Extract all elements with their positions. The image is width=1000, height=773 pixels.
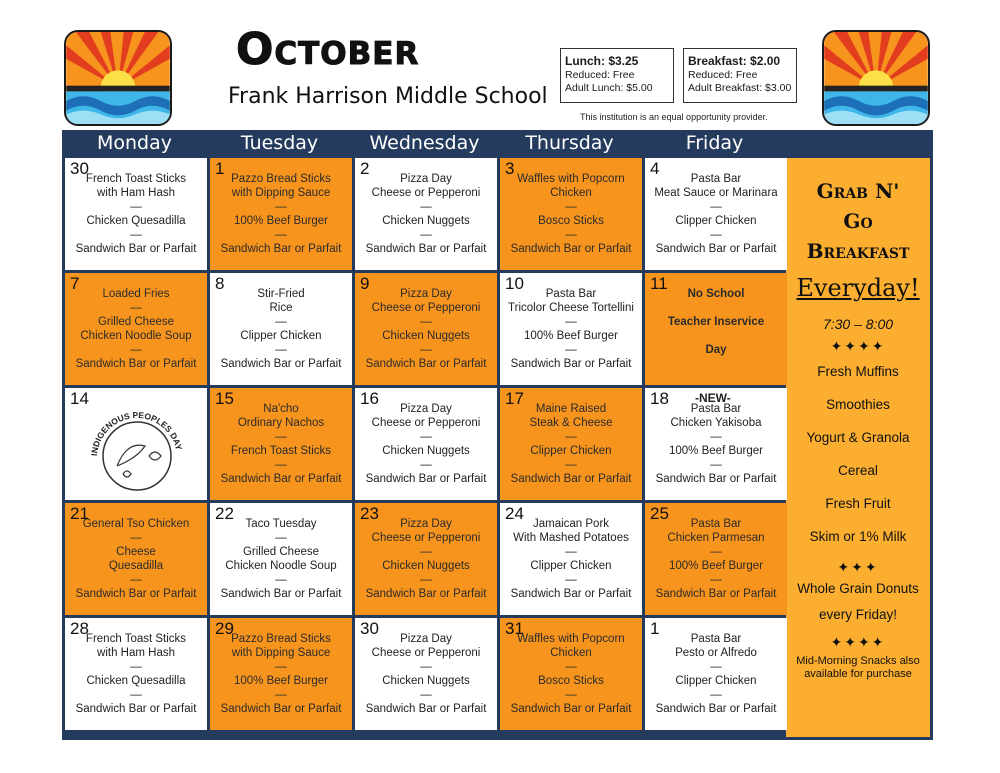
menu-line: with Ham Hash: [97, 647, 175, 659]
calendar-day-cell: [500, 388, 642, 500]
menu-line: Sandwich Bar or Parfait: [365, 243, 487, 255]
menu-line: —: [565, 229, 577, 241]
menu-line: Clipper Chicken: [675, 215, 757, 227]
sidebar-item: Smoothies: [826, 397, 890, 412]
menu-line: with Dipping Sauce: [231, 187, 331, 199]
day-number: 30: [70, 159, 89, 178]
calendar-day-cell: [355, 503, 497, 615]
calendar-day-cell: [65, 503, 207, 615]
calendar-day-cell: [210, 503, 352, 615]
menu-line: Pesto or Alfredo: [675, 647, 757, 659]
calendar-day-cell: [645, 388, 787, 500]
calendar-day-cell: [355, 158, 497, 270]
menu-line: Maine Raised: [535, 403, 607, 415]
menu-line: [645, 357, 787, 371]
menu-line: Sandwich Bar or Parfait: [510, 358, 632, 370]
menu-line: —: [710, 574, 722, 586]
calendar-day-cell: [645, 273, 787, 385]
menu-line: Pizza Day: [400, 403, 452, 415]
menu-line: —: [275, 201, 287, 213]
menu-line: —: [275, 689, 287, 701]
flower-turtle-icon: [117, 445, 161, 477]
day-number: 29: [215, 619, 234, 638]
menu-line: Cheese: [116, 546, 156, 558]
menu-line: —: [130, 229, 142, 241]
breakfast-reduced: Reduced: Free: [688, 69, 758, 81]
menu-line: —: [130, 574, 142, 586]
day-number: 15: [215, 389, 234, 408]
menu-line: Sandwich Bar or Parfait: [75, 588, 197, 600]
menu-line: Chicken Nuggets: [382, 445, 470, 457]
calendar-day-cell: [500, 618, 642, 730]
menu-line: —: [275, 661, 287, 673]
menu-line: [645, 301, 787, 315]
day-number: 3: [505, 159, 515, 178]
menu-line: —: [420, 689, 432, 701]
menu-line: Sandwich Bar or Parfait: [655, 703, 777, 715]
menu-line: Sandwich Bar or Parfait: [510, 473, 632, 485]
menu-line: Pasta Bar: [690, 518, 742, 530]
breakfast-price: Breakfast: $2.00: [688, 54, 781, 68]
menu-line: —: [420, 344, 432, 356]
menu-line: —: [275, 344, 287, 356]
day-number: 1: [650, 619, 660, 638]
calendar-day-cell: [65, 388, 207, 500]
school-logo-right: [822, 30, 930, 126]
menu-line: Sandwich Bar or Parfait: [365, 473, 487, 485]
menu-line: Chicken Nuggets: [382, 675, 470, 687]
menu-line: —: [275, 574, 287, 586]
menu-calendar: [62, 130, 933, 740]
grab-line-1: Grab N': [816, 179, 900, 203]
menu-line: Cheese or Pepperoni: [371, 532, 481, 544]
day-number: 4: [650, 159, 660, 178]
menu-line: Sandwich Bar or Parfait: [510, 703, 632, 715]
menu-line: Sandwich Bar or Parfait: [365, 358, 487, 370]
equal-opportunity-note: This institution is an equal opportunity provider.: [580, 112, 768, 122]
menu-line: 100% Beef Burger: [234, 215, 328, 227]
menu-line: Chicken Quesadilla: [86, 675, 186, 687]
menu-line: —: [420, 546, 432, 558]
menu-line: Pizza Day: [400, 633, 452, 645]
sidebar-item: Yogurt & Granola: [806, 430, 910, 445]
menu-line: Chicken Noodle Soup: [80, 330, 192, 342]
menu-line: With Mashed Potatoes: [513, 532, 629, 544]
menu-line: with Ham Hash: [97, 187, 175, 199]
menu-line: Cheese or Pepperoni: [371, 417, 481, 429]
menu-line: Waffles with Popcorn: [517, 633, 625, 645]
everyday-label: Everyday!: [796, 274, 920, 302]
menu-line: Stir-Fried: [257, 288, 305, 300]
menu-line: Chicken Nuggets: [382, 560, 470, 572]
calendar-day-cell: [500, 273, 642, 385]
calendar-day-cell: [65, 158, 207, 270]
sidebar-item: Fresh Fruit: [825, 496, 891, 511]
menu-line: —: [710, 546, 722, 558]
menu-line: Clipper Chicken: [530, 560, 612, 572]
day-number: 2: [360, 159, 370, 178]
menu-line: —: [130, 689, 142, 701]
menu-line: Pizza Day: [400, 518, 452, 530]
menu-line: Sandwich Bar or Parfait: [75, 358, 197, 370]
menu-line: Pazzo Bread Sticks: [231, 633, 331, 645]
menu-line: Sandwich Bar or Parfait: [655, 473, 777, 485]
menu-line: —: [565, 201, 577, 213]
new-badge: -NEW-: [695, 391, 731, 405]
menu-line: —: [130, 532, 142, 544]
menu-line: Ordinary Nachos: [237, 417, 325, 429]
calendar-day-cell: [65, 618, 207, 730]
sidebar-item: Fresh Muffins: [817, 364, 899, 379]
menu-line: Grilled Cheese: [242, 546, 320, 558]
sunrise-wave-icon: [824, 32, 928, 124]
menu-line: Chicken: [550, 187, 592, 199]
star-divider-icon: ✦✦✦: [837, 559, 879, 575]
menu-line: Pizza Day: [400, 288, 452, 300]
emblem-text: INDIGENOUS PEOPLES DAY: [89, 409, 185, 457]
star-divider-icon: ✦✦✦✦: [830, 634, 886, 650]
menu-line: —: [710, 431, 722, 443]
day-number: 11: [650, 274, 668, 293]
menu-line: Rice: [269, 302, 293, 314]
menu-line: Chicken: [550, 647, 592, 659]
day-number: 30: [360, 619, 379, 638]
calendar-day-cell: [210, 388, 352, 500]
star-divider-icon: ✦✦✦✦: [830, 338, 886, 354]
menu-line: Cheese or Pepperoni: [371, 302, 481, 314]
day-number: 22: [215, 504, 234, 523]
sunrise-wave-icon: [66, 32, 170, 124]
menu-line: General Tso Chicken: [82, 518, 190, 530]
day-header-monday: Monday: [96, 132, 172, 154]
snacks-note: Mid-Morning Snacks also available for purchase: [796, 655, 920, 680]
menu-line: Pazzo Bread Sticks: [231, 173, 331, 185]
day-number: 17: [505, 389, 524, 408]
menu-line: —: [420, 229, 432, 241]
menu-line: Taco Tuesday: [245, 518, 317, 530]
menu-line: Cheese or Pepperoni: [371, 647, 481, 659]
grab-line-2: Go: [843, 209, 873, 233]
calendar-day-cell: [210, 158, 352, 270]
donuts-friday: every Friday!: [818, 607, 898, 622]
menu-line: 100% Beef Burger: [669, 560, 763, 572]
menu-line: Grilled Cheese: [97, 316, 175, 328]
menu-line: Day: [705, 344, 727, 356]
menu-line: Chicken Quesadilla: [86, 215, 186, 227]
menu-line: Chicken Nuggets: [382, 215, 470, 227]
menu-line: —: [275, 459, 287, 471]
day-number: 23: [360, 504, 379, 523]
menu-line: —: [710, 201, 722, 213]
menu-line: French Toast Sticks: [85, 633, 187, 645]
calendar-day-cell: [355, 388, 497, 500]
sidebar-item: Skim or 1% Milk: [809, 529, 907, 544]
menu-line: with Dipping Sauce: [231, 647, 331, 659]
menu-line: Pasta Bar: [690, 633, 742, 645]
menu-line: Sandwich Bar or Parfait: [365, 588, 487, 600]
day-number: 9: [360, 274, 370, 293]
indigenous-peoples-day-emblem: [77, 396, 195, 496]
menu-line: 100% Beef Burger: [524, 330, 618, 342]
menu-line: 100% Beef Burger: [669, 445, 763, 457]
menu-line: —: [420, 316, 432, 328]
menu-line: Sandwich Bar or Parfait: [220, 243, 342, 255]
menu-line: —: [565, 661, 577, 673]
menu-line: Sandwich Bar or Parfait: [220, 703, 342, 715]
menu-line: Pizza Day: [400, 173, 452, 185]
menu-line: —: [275, 316, 287, 328]
menu-line: —: [130, 302, 142, 314]
menu-line: Sandwich Bar or Parfait: [365, 703, 487, 715]
menu-line: French Toast Sticks: [230, 445, 332, 457]
day-number: 10: [505, 274, 524, 293]
day-number: 14: [70, 389, 89, 408]
menu-line: —: [565, 689, 577, 701]
sidebar-item: Cereal: [838, 463, 878, 478]
day-header-friday: Friday: [685, 132, 744, 154]
calendar-day-cell: [500, 503, 642, 615]
menu-line: —: [275, 229, 287, 241]
menu-line: —: [565, 344, 577, 356]
breakfast-time: 7:30 – 8:00: [822, 316, 894, 332]
menu-line: Clipper Chicken: [240, 330, 322, 342]
menu-line: —: [565, 459, 577, 471]
menu-line: Meat Sauce or Marinara: [654, 187, 778, 199]
menu-line: —: [420, 574, 432, 586]
day-header-thursday: Thursday: [525, 132, 614, 154]
menu-line: Clipper Chicken: [675, 675, 757, 687]
menu-line: Jamaican Pork: [532, 518, 610, 530]
menu-line: —: [130, 344, 142, 356]
menu-line: —: [420, 459, 432, 471]
menu-line: Quesadilla: [108, 560, 164, 572]
menu-line: —: [420, 201, 432, 213]
menu-line: Pasta Bar: [690, 173, 742, 185]
menu-line: 100% Beef Burger: [234, 675, 328, 687]
day-header-tuesday: Tuesday: [240, 132, 319, 154]
menu-line: —: [420, 661, 432, 673]
menu-line: [645, 329, 787, 343]
grab-n-go-breakfast-panel: [786, 158, 930, 737]
menu-line: —: [710, 661, 722, 673]
month-title: October: [236, 24, 420, 75]
calendar-day-cell: [500, 158, 642, 270]
day-number: 25: [650, 504, 669, 523]
menu-line: Chicken Parmesan: [667, 532, 765, 544]
lunch-price: Lunch: $3.25: [565, 54, 639, 68]
grab-title: [786, 176, 930, 266]
menu-line: Clipper Chicken: [530, 445, 612, 457]
menu-line: Waffles with Popcorn: [517, 173, 625, 185]
breakfast-price-box: [683, 48, 797, 103]
menu-line: Sandwich Bar or Parfait: [510, 243, 632, 255]
menu-line: Pasta Bar: [690, 403, 742, 415]
menu-line: Pasta Bar: [545, 288, 597, 300]
menu-line: —: [275, 532, 287, 544]
menu-line: French Toast Sticks: [85, 173, 187, 185]
menu-line: Sandwich Bar or Parfait: [655, 243, 777, 255]
menu-line: Na'cho: [263, 403, 299, 415]
menu-line: Sandwich Bar or Parfait: [655, 588, 777, 600]
day-number: 16: [360, 389, 379, 408]
menu-line: Chicken Nuggets: [382, 330, 470, 342]
donuts-line: Whole Grain Donuts: [797, 581, 919, 596]
menu-line: Teacher Inservice: [667, 316, 765, 328]
menu-line: —: [565, 546, 577, 558]
menu-line: Chicken Noodle Soup: [225, 560, 337, 572]
menu-line: —: [565, 316, 577, 328]
day-number: 28: [70, 619, 89, 638]
menu-line: Bosco Sticks: [538, 675, 604, 687]
menu-line: Bosco Sticks: [538, 215, 604, 227]
calendar-day-cell: [645, 618, 787, 730]
day-number: 1: [215, 159, 225, 178]
menu-line: Sandwich Bar or Parfait: [75, 243, 197, 255]
day-number: 18: [650, 389, 669, 408]
menu-line: Cheese or Pepperoni: [371, 187, 481, 199]
school-name: Frank Harrison Middle School: [228, 84, 548, 109]
calendar-day-cell: [65, 273, 207, 385]
menu-line: Steak & Cheese: [529, 417, 613, 429]
day-header-wednesday: Wednesday: [369, 132, 480, 154]
menu-line: Loaded Fries: [102, 288, 170, 300]
calendar-day-cell: [210, 618, 352, 730]
menu-line: Sandwich Bar or Parfait: [220, 588, 342, 600]
lunch-price-box: [560, 48, 674, 103]
day-number: 7: [70, 274, 80, 293]
day-number: 31: [505, 619, 524, 638]
menu-line: Sandwich Bar or Parfait: [75, 703, 197, 715]
menu-line: —: [420, 431, 432, 443]
menu-line: —: [130, 661, 142, 673]
menu-line: Chicken Yakisoba: [670, 417, 762, 429]
day-number: 8: [215, 274, 225, 293]
menu-line: —: [130, 201, 142, 213]
menu-line: Sandwich Bar or Parfait: [510, 588, 632, 600]
menu-line: Sandwich Bar or Parfait: [220, 473, 342, 485]
menu-line: Sandwich Bar or Parfait: [220, 358, 342, 370]
calendar-day-cell: [355, 273, 497, 385]
breakfast-adult: Adult Breakfast: $3.00: [688, 82, 792, 94]
grab-line-3: Breakfast: [806, 239, 910, 263]
calendar-day-cell: [210, 273, 352, 385]
menu-line: —: [710, 459, 722, 471]
calendar-day-cell: [645, 158, 787, 270]
school-logo-left: [64, 30, 172, 126]
day-number: 21: [70, 504, 89, 523]
calendar-day-cell: [355, 618, 497, 730]
lunch-reduced: Reduced: Free: [565, 69, 635, 81]
menu-line: —: [710, 689, 722, 701]
calendar-day-cell: [645, 503, 787, 615]
menu-line: No School: [687, 288, 745, 300]
menu-line: Tricolor Cheese Tortellini: [508, 302, 634, 314]
menu-line: —: [565, 574, 577, 586]
menu-line: —: [710, 229, 722, 241]
day-number: 24: [505, 504, 524, 523]
lunch-adult: Adult Lunch: $5.00: [565, 82, 653, 94]
menu-line: —: [275, 431, 287, 443]
menu-line: —: [565, 431, 577, 443]
